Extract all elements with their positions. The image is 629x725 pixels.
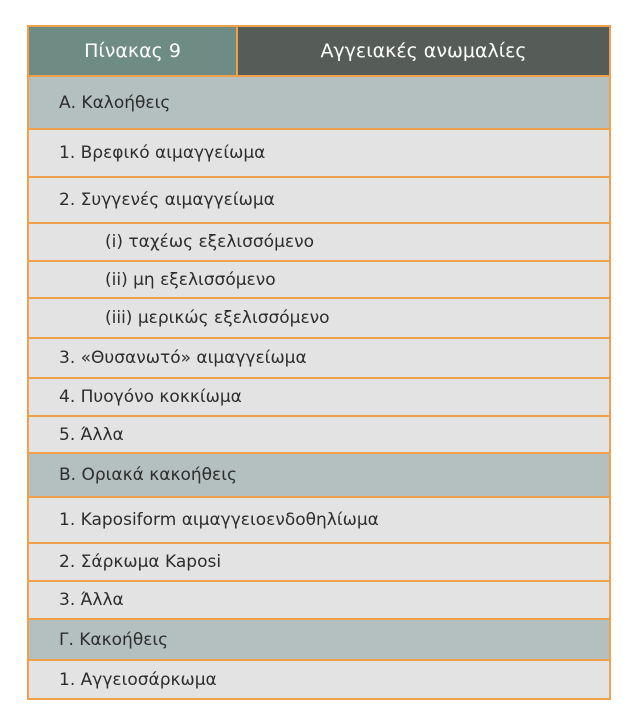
- vascular-anomalies-table: [27, 25, 611, 700]
- table-subrow: (i) ταχέως εξελισσόμενο: [29, 222, 609, 260]
- table-number-label: Πίνακας 9: [29, 27, 238, 75]
- table-row: 2. Συγγενές αιμαγγείωμα: [29, 176, 609, 222]
- table-row: 5. Άλλα: [29, 415, 609, 452]
- section-borderline-title: Β. Οριακά κακοήθεις: [29, 452, 609, 496]
- table-row: 4. Πυογόνο κοκκίωμα: [29, 377, 609, 415]
- section-benign-title: Α. Καλοήθεις: [29, 75, 609, 128]
- section-malignant-title: Γ. Κακοήθεις: [29, 618, 609, 659]
- table-title: Αγγειακές ανωμαλίες: [238, 27, 609, 75]
- table-row: 2. Σάρκωμα Kaposi: [29, 542, 609, 580]
- table-header: [29, 27, 609, 75]
- table-subrow: (iii) μερικώς εξελισσόμενο: [29, 297, 609, 337]
- table-row: 1. Βρεφικό αιμαγγείωμα: [29, 128, 609, 176]
- table-row: 3. «Θυσανωτό» αιμαγγείωμα: [29, 337, 609, 377]
- table-row: 1. Αγγειοσάρκωμα: [29, 659, 609, 698]
- table-row: 1. Kaposiform αιμαγγειοενδοθηλίωμα: [29, 496, 609, 542]
- table-row: 3. Άλλα: [29, 580, 609, 618]
- table-subrow: (ii) μη εξελισσόμενο: [29, 260, 609, 297]
